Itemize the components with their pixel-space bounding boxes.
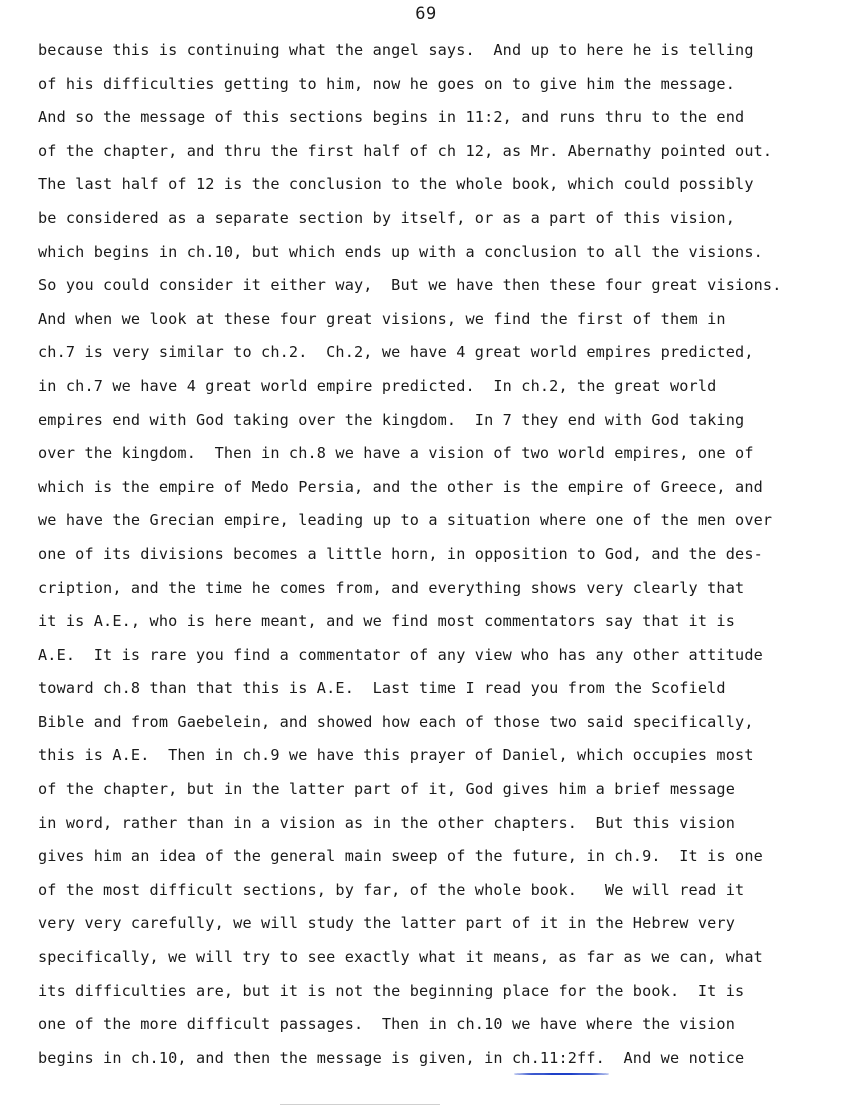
text-line: ch.7 is very similar to ch.2. Ch.2, we have 4 great world empires predicted, [38, 343, 754, 362]
text-line: gives him an idea of the general main sweep of the future, in ch.9. It is one [38, 847, 763, 866]
text-line: one of its divisions becomes a little horn, in opposition to God, and the des- [38, 544, 763, 563]
text-line: we have the Grecian empire, leading up to a situation where one of the men over [38, 511, 773, 530]
text-line: very very carefully, we will study the latter part of it in the Hebrew very [38, 914, 736, 933]
body-text [38, 38, 838, 1079]
text-line: of his difficulties getting to him, now he goes on to give him the message. [38, 74, 736, 93]
text-line: of the chapter, and thru the first half of ch 12, as Mr. Abernathy pointed out. [38, 141, 773, 160]
last-line-after: And we notice [604, 1048, 745, 1067]
text-line: in ch.7 we have 4 great world empire predicted. In ch.2, the great world [38, 376, 717, 395]
text-line-last [38, 1046, 838, 1080]
text-line: The last half of 12 is the conclusion to the whole book, which could possibly [38, 175, 754, 194]
text-line: toward ch.8 than that this is A.E. Last time I read you from the Scofield [38, 679, 726, 698]
text-line: And when we look at these four great visions, we find the first of them in [38, 309, 726, 328]
text-line: A.E. It is rare you find a commentator of any view who has any other attitude [38, 645, 763, 664]
text-line: because this is continuing what the angel says. And up to here he is telling [38, 41, 754, 59]
text-line: which is the empire of Medo Persia, and the other is the empire of Greece, and [38, 477, 763, 496]
text-line: one of the more difficult passages. Then in ch.10 we have where the vision [38, 1015, 736, 1034]
text-line: of the chapter, but in the latter part of it, God gives him a brief message [38, 780, 736, 799]
text-line: this is A.E. Then in ch.9 we have this prayer of Daniel, which occupies most [38, 746, 754, 765]
text-line: Bible and from Gaebelein, and showed how each of those two said specifically, [38, 712, 754, 731]
text-line: And so the message of this sections begins in 11:2, and runs thru to the end [38, 108, 745, 127]
text-line: cription, and the time he comes from, and everything shows very clearly that [38, 578, 745, 597]
text-line: be considered as a separate section by itself, or as a part of this vision, [38, 208, 736, 227]
underlined-reference: ch.11:2ff. [511, 1048, 605, 1067]
text-line: which begins in ch.10, but which ends up with a conclusion to all the visions. [38, 242, 763, 261]
text-line: empires end with God taking over the kingdom. In 7 they end with God taking [38, 410, 745, 429]
text-line: of the most difficult sections, by far, of the whole book. We will read it [38, 880, 745, 899]
text-line: specifically, we will try to see exactly what it means, as far as we can, what [38, 948, 763, 967]
text-line: So you could consider it either way, But we have then these four great visions. [38, 276, 782, 295]
last-line-before: begins in ch.10, and then the message is given, in [38, 1048, 512, 1067]
text-line: over the kingdom. Then in ch.8 we have a vision of two world empires, one of [38, 444, 754, 463]
text-line: it is A.E., who is here meant, and we find most commentators say that it is [38, 612, 736, 631]
text-line: in word, rather than in a vision as in the other chapters. But this vision [38, 813, 736, 832]
footer-rule [280, 1104, 440, 1105]
text-line: its difficulties are, but it is not the beginning place for the book. It is [38, 981, 745, 1000]
page-number: 69 [415, 4, 437, 24]
